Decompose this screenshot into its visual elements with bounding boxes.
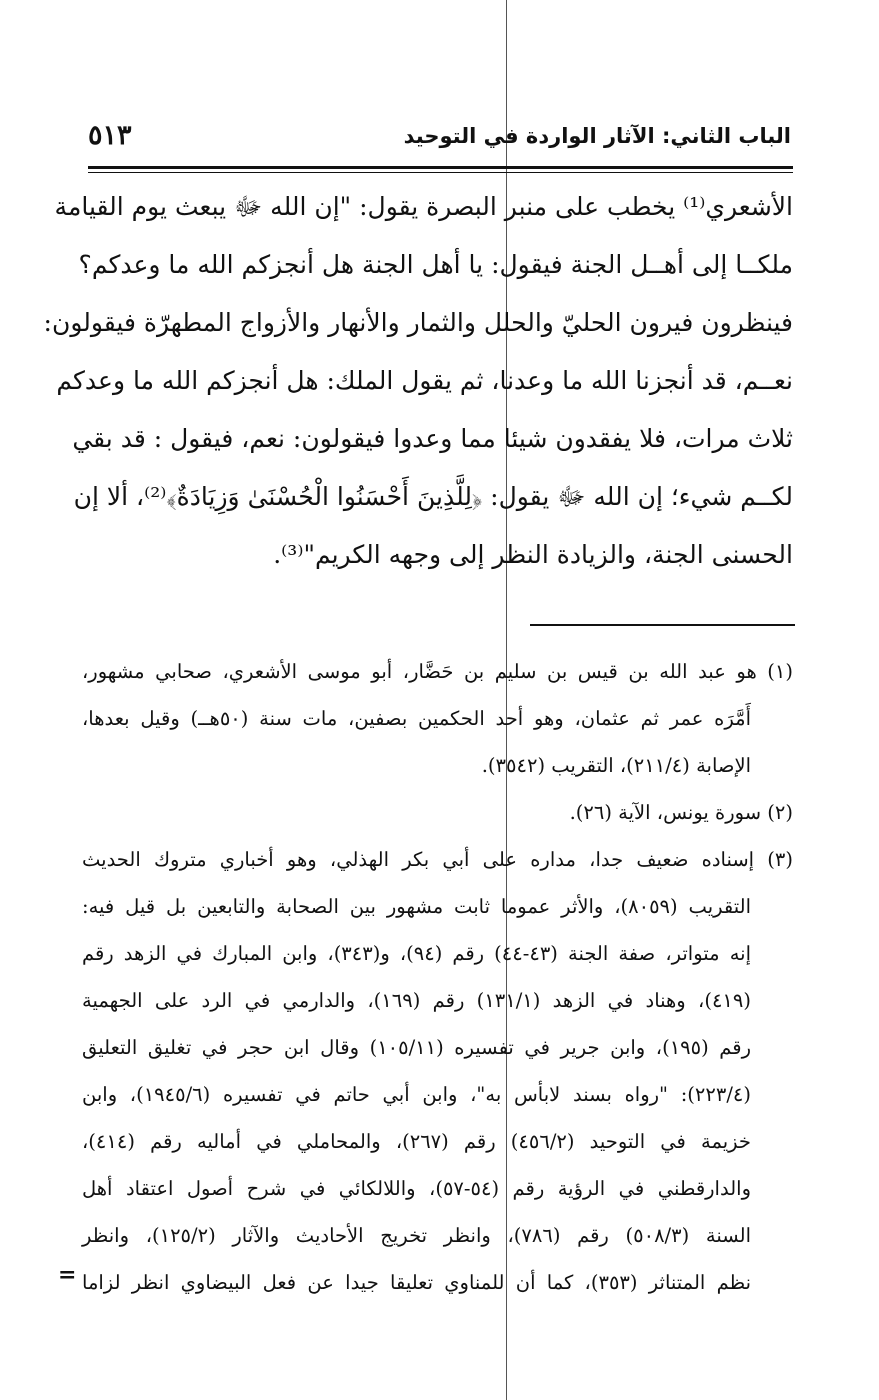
- footnote-line: والدارقطني في الرؤية رقم (٥٤-٥٧)، واللالكائي في شرح أصول اعتقاد أهل: [82, 1177, 751, 1200]
- footnote-line: (٢٢٣/٤): "رواه بسند لابأس به"، وابن أبي حاتم في تفسيره (١٩٤٥/٦)، وابن: [82, 1083, 751, 1106]
- body-line: ثلاث مرات، فلا يفقدون شيئا مما وعدوا فيقولون: نعم، فيقول : قد بقي: [72, 424, 793, 453]
- header-rule: [88, 166, 793, 173]
- body-line: الأشعري⁽¹⁾ يخطب على منبر البصرة يقول: "إن الله ﷻ يبعث يوم القيامة: [54, 192, 793, 221]
- body-line: نعــم، قد أنجزنا الله ما وعدنا، ثم يقول الملك: هل أنجزكم الله ما وعدكم: [56, 366, 793, 395]
- body-line: لكــم شيء؛ إن الله ﷻ يقول: ﴿لِلَّذِينَ أَحْسَنُوا الْحُسْنَىٰ وَزِيَادَةٌ﴾⁽²⁾، ألا إن: [73, 482, 793, 511]
- footnote-line: (٢) سورة يونس، الآية (٢٦).: [569, 801, 793, 824]
- footnote-line: التقريب (٨٠٥٩)، والأثر عموما ثابت مشهور بين الصحابة والتابعين بل قيل فيه:: [82, 895, 752, 918]
- page-number: ٥١٣: [88, 120, 132, 151]
- body-line: فينظرون فيرون الحليّ والحلل والثمار والأنهار والأزواج المطهرّة فيقولون:: [43, 308, 793, 337]
- footnote-line: أَمَّرَه عمر ثم عثمان، وهو أحد الحكمين بصفين، مات سنة (٥٠هــ) وقيل بعدها،: [82, 707, 751, 730]
- footnote-line: (٣) إسناده ضعيف جدا، مداره على أبي بكر الهذلي، وهو أخباري متروك الحديث: [82, 848, 793, 871]
- footnote-line: نظم المتناثر (٣٥٣)، كما أن للمناوي تعليقا جيدا عن فعل البيضاوي انظر لزاما: [82, 1271, 751, 1294]
- footnote-separator: [530, 624, 795, 626]
- footnote-line: (١) هو عبد الله بن قيس بن سليم بن حَضَّار، أبو موسى الأشعري، صحابي مشهور،: [82, 660, 793, 683]
- continuation-mark: =: [58, 1262, 77, 1288]
- footnote-line: خزيمة في التوحيد (٤٥٦/٢) رقم (٢٦٧)، والمحاملي في أماليه رقم (٤١٤)،: [82, 1130, 751, 1153]
- body-line: الحسنى الجنة، والزيادة النظر إلى وجهه الكريم"⁽³⁾.: [273, 540, 793, 569]
- main-text: [43, 178, 793, 584]
- footnote-line: إنه متواتر، صفة الجنة (٤٣-٤٤) رقم (٩٤)، و(٣٤٣)، وابن المبارك في الزهد رقم: [82, 942, 751, 965]
- body-line: ملكــا إلى أهــل الجنة فيقول: يا أهل الجنة هل أنجزكم الله ما وعدكم؟: [78, 250, 793, 279]
- footnote-line: رقم (١٩٥)، وابن جرير في تفسيره (١٠٥/١١) وقال ابن حجر في تغليق التعليق: [82, 1036, 751, 1059]
- footnote-line: الإصابة (٢١١/٤)، التقريب (٣٥٤٢).: [481, 754, 751, 777]
- footnote-line: (٤١٩)، وهناد في الزهد (١٣١/١) رقم (١٦٩)، والدارمي في الرد على الجهمية: [82, 989, 751, 1012]
- footnotes: [82, 648, 793, 1306]
- chapter-title: الباب الثاني: الآثار الواردة في التوحيد: [403, 124, 791, 148]
- footnote-line: السنة (٥٠٨/٣) رقم (٧٨٦)، وانظر تخريج الأحاديث والآثار (١٢٥/٢)، وانظر: [82, 1224, 751, 1247]
- page-header: [88, 118, 791, 166]
